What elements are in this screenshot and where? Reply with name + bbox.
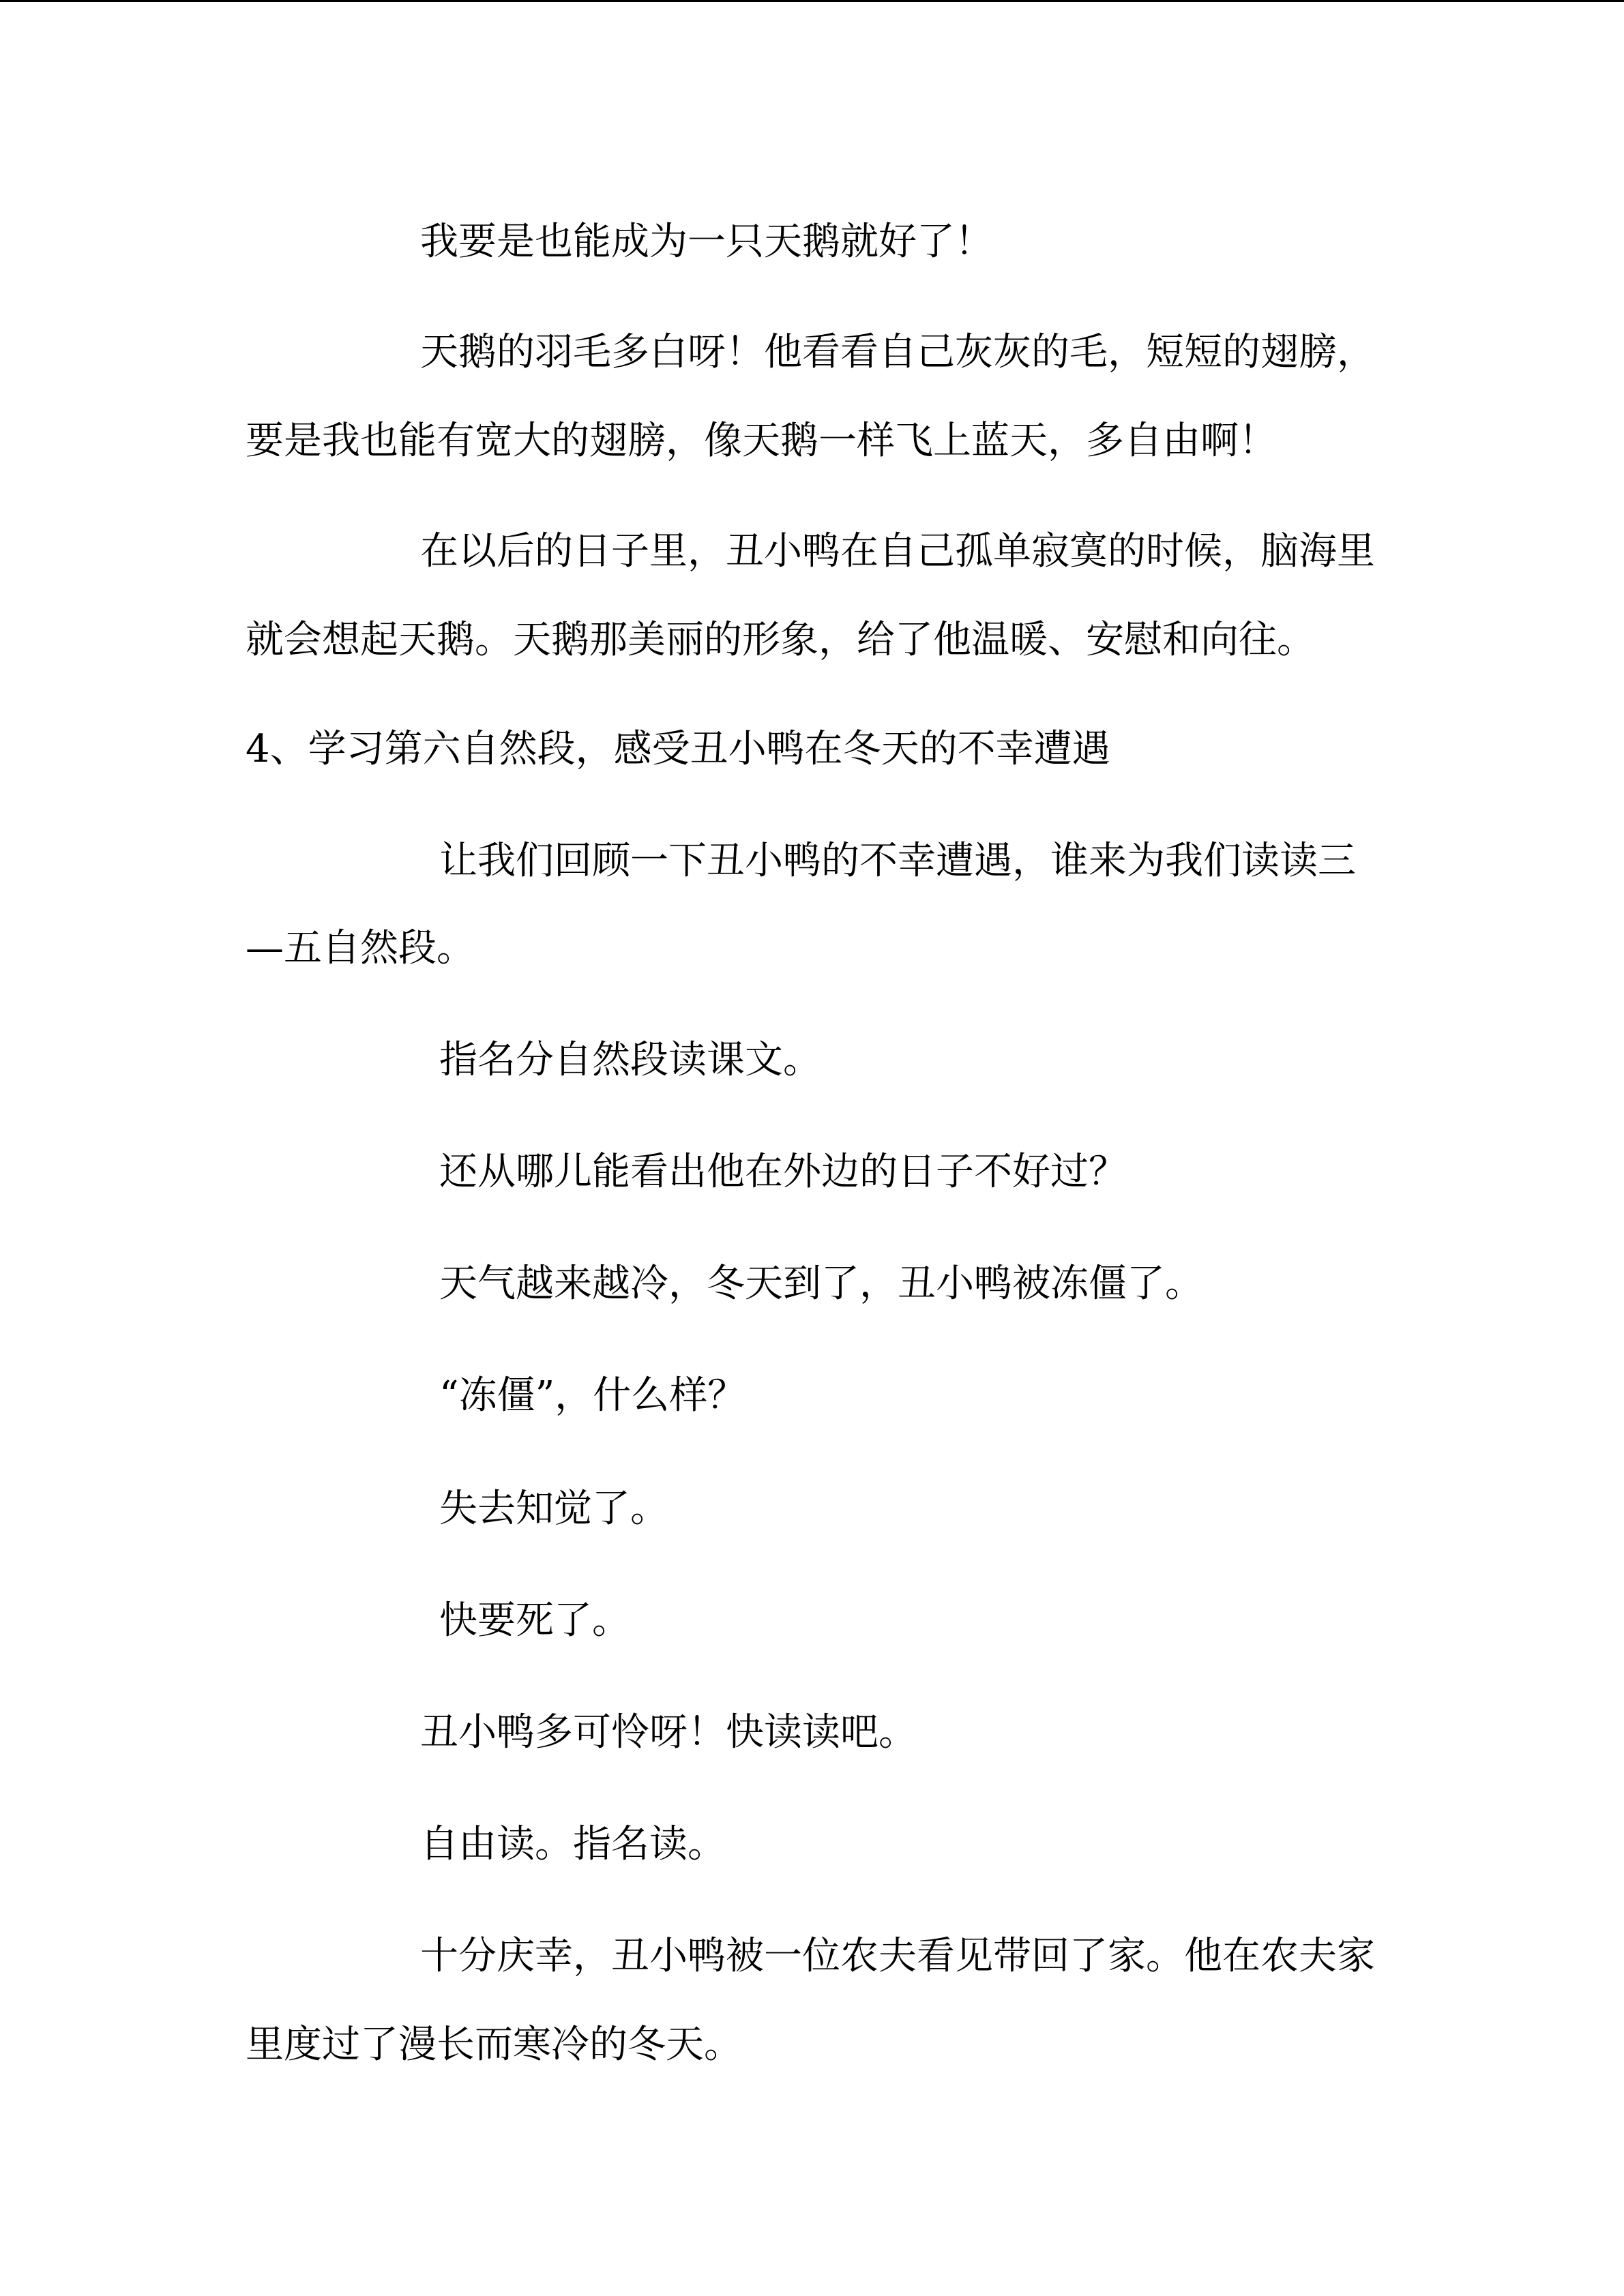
text-line: 天鹅的羽毛多白呀！他看看自己灰灰的毛，短短的翅膀， <box>420 330 1375 374</box>
text-line: 快要死了。 <box>439 1598 630 1643</box>
text-line: 失去知觉了。 <box>439 1487 668 1531</box>
text-line: —五自然段。 <box>246 926 475 970</box>
text-line: 在以后的日子里，丑小鸭在自己孤单寂寞的时候，脑海里 <box>420 529 1375 573</box>
text-line: 要是我也能有宽大的翅膀，像天鹅一样飞上蓝天，多自由啊！ <box>246 419 1277 463</box>
section-heading: 4、学习第六自然段，感受丑小鸭在冬天的不幸遭遇 <box>246 727 1110 771</box>
text-line: 让我们回顾一下丑小鸭的不幸遭遇，谁来为我们读读三 <box>439 839 1356 883</box>
text-line: 天气越来越冷，冬天到了，丑小鸭被冻僵了。 <box>439 1262 1203 1306</box>
text-line: 里度过了漫长而寒冷的冬天。 <box>246 2023 742 2067</box>
text-line: 丑小鸭多可怜呀！快读读吧。 <box>420 1710 917 1755</box>
text-line: “冻僵”，什么样？ <box>439 1373 746 1418</box>
text-line: 十分庆幸，丑小鸭被一位农夫看见带回了家。他在农夫家 <box>420 1934 1375 1978</box>
text-line: 还从哪儿能看出他在外边的日子不好过？ <box>439 1150 1127 1194</box>
text-line: 就会想起天鹅。天鹅那美丽的形象，给了他温暖、安慰和向往。 <box>246 618 1315 662</box>
text-line: 我要是也能成为一只天鹅就好了！ <box>420 220 993 264</box>
text-line: 自由读。指名读。 <box>420 1822 726 1866</box>
text-line: 指名分自然段读课文。 <box>439 1038 821 1082</box>
